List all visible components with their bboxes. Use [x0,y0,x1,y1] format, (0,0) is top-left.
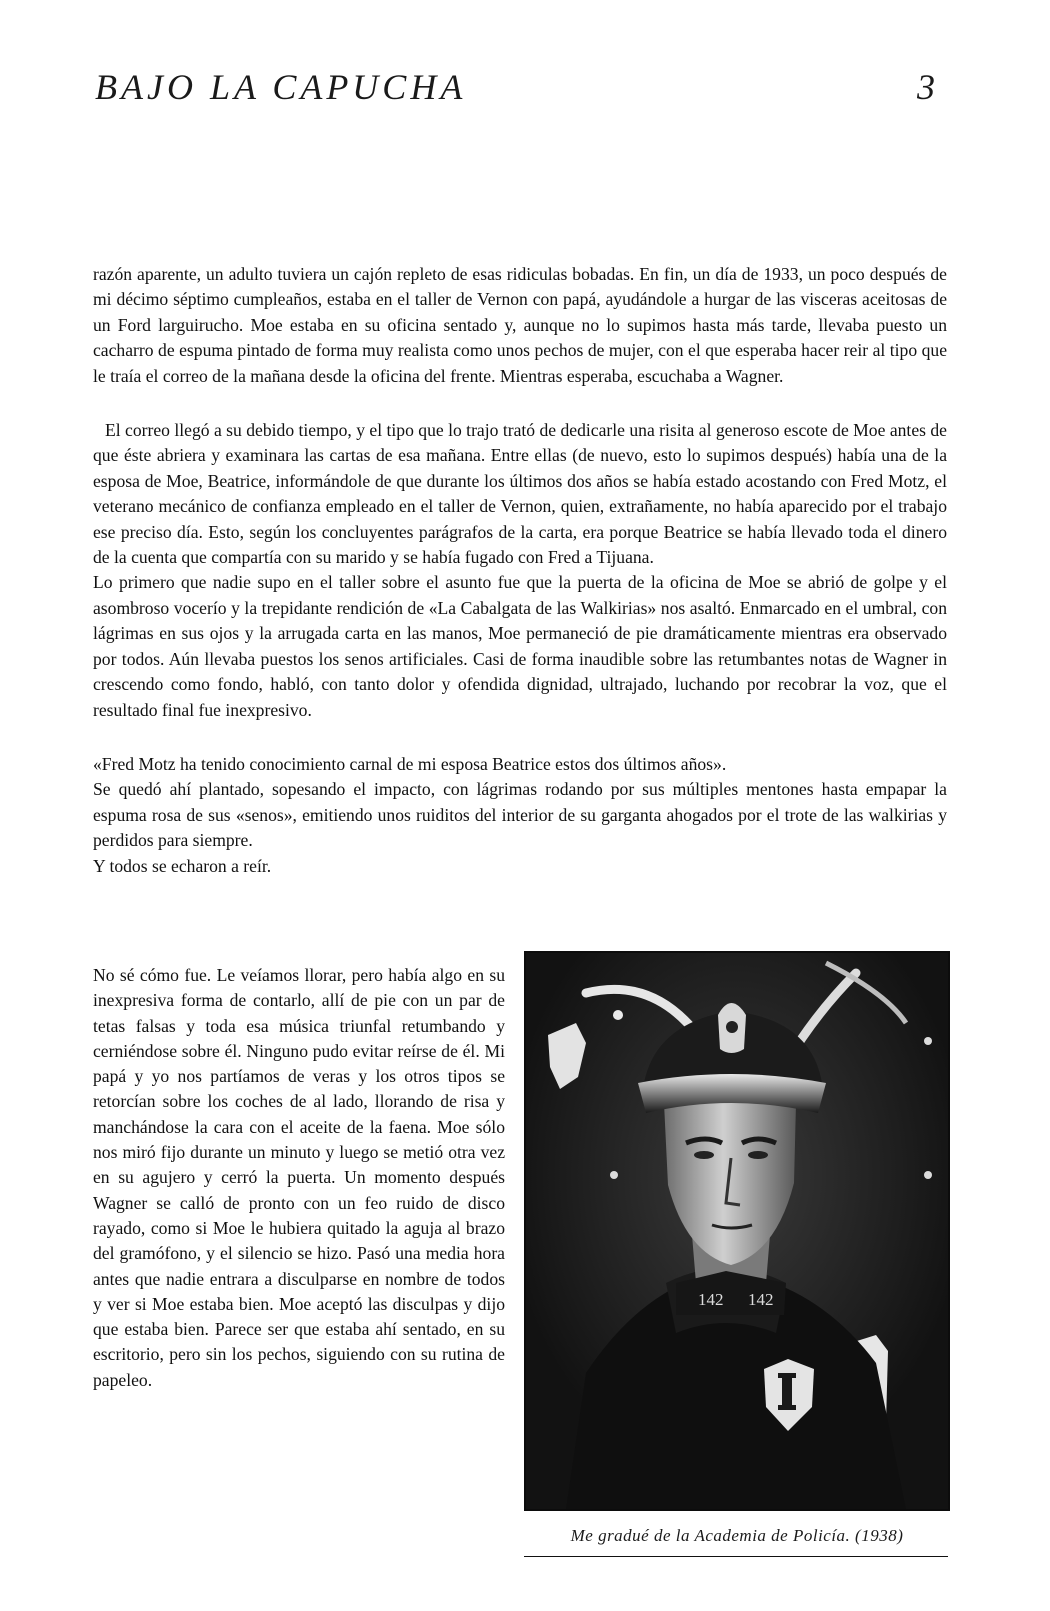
column-paragraph: No sé cómo fue. Le veíamos llorar, pero había algo en su inexpresiva forma de contarlo, allí de pie con un par de tetas falsas y toda esa música triunfal retumbando y cerniéndose sobre él. Ninguno pudo evitar reírse de él. Mi papá y yo nos partíamos de veras y los otros tipos se retorcían sobre los coches de al lado, llorando de risa y manchándose la cara con el aceite de la faena. Moe sólo nos miró fijo durante un minuto y luego se metió otra vez en su agujero y cerró la puerta. Un momento después Wagner se calló de pronto con un feo ruido de disco rayado, como si Moe le hubiera quitado la aguja al brazo del gramófono, y el silencio se hizo. Pasó una media hora antes que nadie entrara a disculparse en nombre de todos y ver si Moe estaba bien. Moe aceptó las disculpas y dijo que estaba bien. Parece ser que estaba ahí sentado, en su escritorio, pero sin los pechos, siguiendo con su rutina de papeleo. [93,965,505,1390]
paragraph: razón aparente, un adulto tuviera un cajón repleto de esas ridiculas bobadas. En fin, un día de 1933, un poco después de mi décimo séptimo cumpleaños, estaba en el taller de Vernon con papá, ayudándole a hurgar de las visceras aceitosas de un Ford larguirucho. Moe estaba en su oficina sentado y, aunque no lo supimos hasta más tarde, llevaba puesto un cacharro de espuma pintado de forma muy realista como unos pechos de mujer, con el que esperaba hacer reir al tipo que le traía el correo de la mañana desde la oficina del frente. Mientras esperaba, escuchaba a Wagner. [93,264,947,386]
paragraph: Se quedó ahí plantado, sopesando el impacto, con lágrimas rodando por sus múltiples mentones hasta empapar la espuma rosa de sus «senos», emitiendo unos ruiditos del interior de su garganta ahogados por el trote de las walkirias y perdidos para siempre. [93,779,947,851]
caption-rule [524,1556,948,1557]
collar-number-left: 142 [698,1290,724,1309]
page-number: 3 [917,67,935,107]
body-text [93,262,947,879]
book-title: BAJO LA CAPUCHA [95,67,467,107]
column-text [93,963,505,1393]
policeman-drawing [526,953,948,1509]
paragraph: Lo primero que nadie supo en el taller sobre el asunto fue que la puerta de la oficina de Moe se abrió de golpe y el asombroso vocerío y la trepidante rendición de «La Cabalgata de las Walkirias» nos asaltó. Enmarcado en el umbral, con lágrimas en sus ojos y la arrugada carta en las manos, Moe permaneció de pie dramáticamente mientras era observado por todos. Aún llevaba puestos los senos artificiales. Casi de forma inaudible sobre las retumbantes notas de Wagner in crescendo como fondo, habló, con tanto dolor y ofendida dignidad, ultrajado, luchando por recobrar la voz, que el resultado final fue inexpresivo. [93,572,947,720]
running-head [95,66,935,116]
figure-caption: Me gradué de la Academia de Policía. (1938) [570,1526,904,1545]
quote-paragraph: «Fred Motz ha tenido conocimiento carnal de mi esposa Beatrice estos dos últimos años». [93,753,727,774]
collar-number-right: 142 [748,1290,774,1309]
paragraph: El correo llegó a su debido tiempo, y el tipo que lo trajo trató de dedicarle una risita al generoso escote de Moe antes de que éste abriera y examinara las cartas de esa mañana. Entre ellas (de nuevo, esto lo supimos después) había una de la esposa de Moe, Beatrice, informándole de que durante los últimos dos años se había estado acostando con Fred Motz, el veterano mecánico de confianza empleado en el taller de Vernon, quien, extrañamente, no había aparecido por el trabajo ese preciso día. Esto, según los concluyentes parágrafos de la carta, era porque Beatrice se había llevado toda el dinero de la cuenta que compartía con su marido y se había fugado con Fred a Tijuana. [93,420,947,568]
paragraph: Y todos se echaron a reír. [93,855,272,876]
policeman-illustration [524,951,950,1511]
